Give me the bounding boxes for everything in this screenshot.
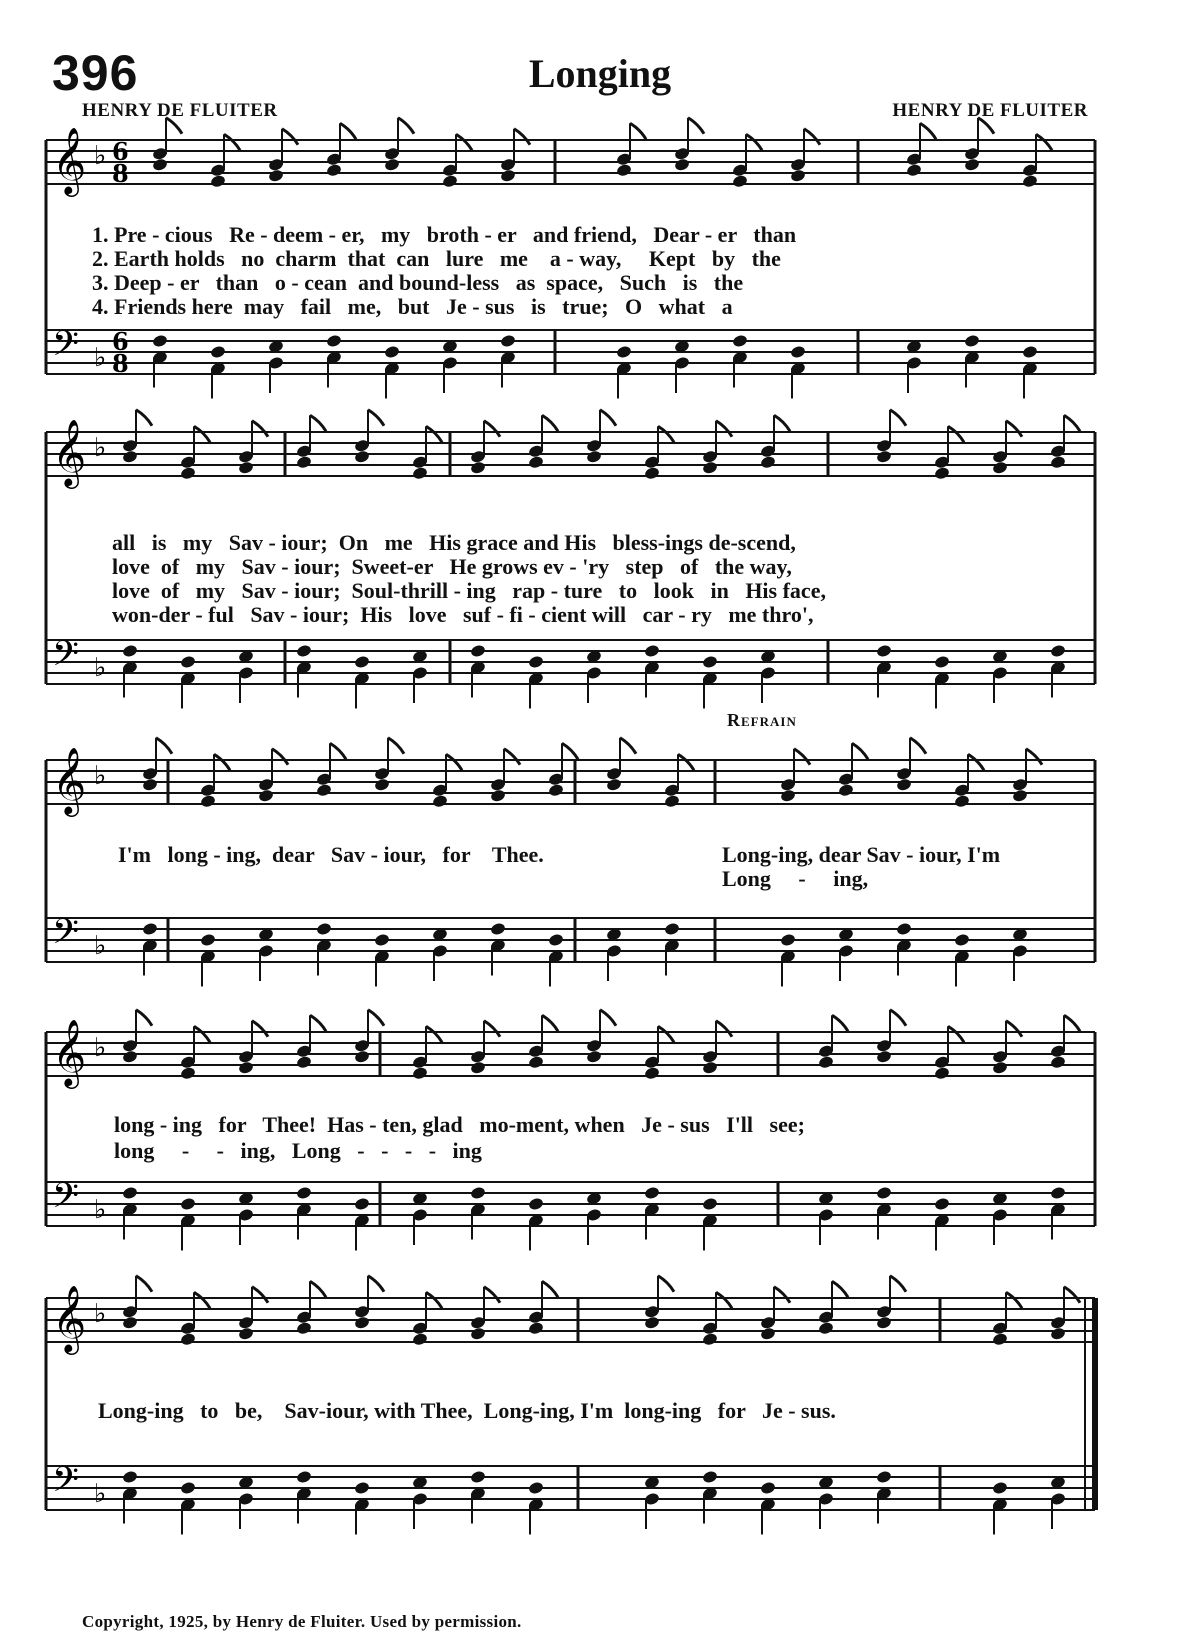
time-signature-top: 6 [112, 137, 129, 166]
note-flag [804, 129, 820, 145]
note-flag [968, 754, 984, 770]
note-head [296, 1186, 313, 1201]
note-flag [890, 1010, 906, 1026]
note-head [296, 1321, 313, 1336]
note-head [384, 157, 401, 172]
lyric-system-4-bass: long - - ing, Long - - - - ing [114, 1138, 482, 1163]
note-head [374, 777, 391, 792]
note-head [548, 933, 565, 948]
note-head [354, 1197, 371, 1212]
note-flag [600, 410, 616, 426]
note-head [586, 1049, 603, 1064]
note-head [122, 1186, 139, 1201]
note-head [1022, 174, 1039, 189]
note-flag [426, 1292, 442, 1308]
flat-key-signature: ♭ [94, 653, 107, 683]
note-flag [1006, 1292, 1022, 1308]
note-head [644, 1315, 661, 1330]
note-flag [388, 738, 404, 754]
note-head [586, 449, 603, 464]
note-flag [1064, 1015, 1080, 1031]
verse-line-4: 4. Friends here may fail me, but Je - sus is true; O what a [92, 294, 733, 319]
note-flag [272, 749, 288, 765]
note-flag [136, 410, 152, 426]
note-flag [716, 421, 732, 437]
note-flag [310, 1015, 326, 1031]
note-flag [890, 410, 906, 426]
note-head [528, 1197, 545, 1212]
note-head [760, 1326, 777, 1341]
note-flag [978, 118, 994, 134]
note-head [732, 334, 749, 349]
note-head [934, 655, 951, 670]
note-head [412, 1066, 429, 1081]
note-head [268, 168, 285, 183]
note-flag [368, 1276, 384, 1292]
refrain-soprano-lyric: Long-ing, dear Sav - iour, I'm [722, 842, 1001, 867]
note-head [954, 794, 971, 809]
note-flag [562, 743, 578, 759]
note-head [210, 345, 227, 360]
note-head [760, 1481, 777, 1496]
note-head [876, 449, 893, 464]
note-flag [484, 1021, 500, 1037]
note-head [238, 1326, 255, 1341]
note-head [122, 644, 139, 659]
note-head [838, 783, 855, 798]
note-flag [398, 118, 414, 134]
note-flag [252, 1287, 268, 1303]
hymn-number: 396 [52, 45, 139, 101]
treble-clef: 𝄞 [52, 1284, 87, 1352]
note-flag [1064, 1287, 1080, 1303]
note-flag [224, 134, 240, 150]
note-flag [910, 738, 926, 754]
note-head [644, 1186, 661, 1201]
note-flag [774, 1287, 790, 1303]
note-head [1050, 644, 1067, 659]
note-head [644, 644, 661, 659]
note-flag [310, 1281, 326, 1297]
note-head [992, 1060, 1009, 1075]
note-flag [484, 1287, 500, 1303]
note-flag [136, 1010, 152, 1026]
note-head [374, 933, 391, 948]
note-head [432, 794, 449, 809]
copyright-notice: Copyright, 1925, by Henry de Fluiter. Used by permission. [82, 1612, 522, 1631]
note-flag [136, 1276, 152, 1292]
note-head [470, 1060, 487, 1075]
lyric-system-5: Long-ing to be, Sav-iour, with Thee, Long-ing, I'm long-ing for Je - sus. [98, 1398, 836, 1423]
note-flag [678, 754, 694, 770]
note-flag [504, 749, 520, 765]
note-head [490, 922, 507, 937]
note-head [152, 157, 169, 172]
note-flag [446, 754, 462, 770]
note-flag [166, 118, 182, 134]
note-flag [774, 415, 790, 431]
note-head [470, 644, 487, 659]
note-flag [688, 118, 704, 134]
note-head [122, 1315, 139, 1330]
note-flag [658, 1276, 674, 1292]
note-head [934, 1197, 951, 1212]
note-head [500, 168, 517, 183]
note-head [412, 1332, 429, 1347]
flat-key-signature: ♭ [94, 1033, 107, 1063]
note-head [316, 783, 333, 798]
note-head [354, 1049, 371, 1064]
note-flag [716, 1021, 732, 1037]
note-head [142, 922, 159, 937]
time-signature-top: 6 [112, 327, 129, 356]
note-head [780, 933, 797, 948]
note-head [674, 157, 691, 172]
note-flag [368, 1010, 384, 1026]
note-flag [1006, 421, 1022, 437]
note-flag [600, 1010, 616, 1026]
note-head [790, 345, 807, 360]
note-flag [948, 426, 964, 442]
note-head [732, 174, 749, 189]
note-flag [746, 134, 762, 150]
note-head [412, 466, 429, 481]
note-head [876, 644, 893, 659]
note-head [548, 783, 565, 798]
note-head [876, 1470, 893, 1485]
note-flag [484, 421, 500, 437]
note-head [818, 1321, 835, 1336]
treble-clef: 𝄞 [52, 746, 87, 814]
note-head [664, 922, 681, 937]
note-head [528, 655, 545, 670]
time-signature-bottom: 8 [112, 159, 129, 188]
note-flag [542, 1015, 558, 1031]
note-flag [514, 129, 530, 145]
note-head [906, 163, 923, 178]
note-head [296, 644, 313, 659]
flat-key-signature: ♭ [94, 1299, 107, 1329]
note-head [992, 1332, 1009, 1347]
note-flag [214, 754, 230, 770]
note-head [702, 1060, 719, 1075]
note-head [992, 1481, 1009, 1496]
note-head [142, 777, 159, 792]
note-flag [426, 426, 442, 442]
note-head [258, 788, 275, 803]
note-flag [252, 421, 268, 437]
note-head [238, 460, 255, 475]
verse-line-4b: won-der - ful Sav - iour; His love suf - fi - cient will car - ry me thro', [112, 602, 814, 627]
note-head [180, 1066, 197, 1081]
lyric-system-3: I'm long - ing, dear Sav - iour, for Thee. [118, 842, 544, 867]
note-flag [456, 134, 472, 150]
note-head [180, 1332, 197, 1347]
note-head [818, 1055, 835, 1070]
note-head [354, 655, 371, 670]
refrain-bass-lyric: Long - ing, [722, 866, 869, 891]
note-head [1012, 788, 1029, 803]
refrain-label: Refrain [727, 710, 797, 730]
lyric-system-4: long - ing for Thee! Has - ten, glad mo-ment, when Je - sus I'll see; [114, 1112, 805, 1137]
note-head [896, 777, 913, 792]
note-head [644, 1066, 661, 1081]
note-head [1050, 1055, 1067, 1070]
note-head [122, 1470, 139, 1485]
verse-line-3: 3. Deep - er than o - cean and bound-less as space, Such is the [92, 270, 744, 295]
note-head [1050, 455, 1067, 470]
note-head [528, 1055, 545, 1070]
note-head [934, 466, 951, 481]
note-head [316, 922, 333, 937]
note-head [1022, 345, 1039, 360]
bass-clef: 𝄢 [52, 1175, 80, 1224]
bass-clef: 𝄢 [52, 323, 80, 372]
note-flag [832, 1281, 848, 1297]
note-head [152, 334, 169, 349]
note-head [702, 1197, 719, 1212]
note-head [296, 455, 313, 470]
note-head [790, 168, 807, 183]
note-head [702, 655, 719, 670]
flat-key-signature: ♭ [94, 1195, 107, 1225]
verse-line-3b: love of my Sav - iour; Soul-thrill - ing rap - ture to look in His face, [112, 578, 826, 603]
note-head [992, 460, 1009, 475]
note-flag [832, 1015, 848, 1031]
bass-clef: 𝄢 [52, 911, 80, 960]
note-head [954, 933, 971, 948]
note-flag [426, 1026, 442, 1042]
note-flag [658, 1026, 674, 1042]
verse-line-1b: all is my Sav - iour; On me His grace and His bless-ings de-scend, [112, 530, 796, 555]
note-head [964, 157, 981, 172]
note-head [122, 449, 139, 464]
note-head [180, 655, 197, 670]
note-head [354, 1481, 371, 1496]
note-flag [1006, 1021, 1022, 1037]
note-head [470, 1470, 487, 1485]
note-flag [920, 123, 936, 139]
flat-key-signature: ♭ [94, 1479, 107, 1509]
flat-key-signature: ♭ [94, 433, 107, 463]
note-head [616, 345, 633, 360]
note-flag [948, 1026, 964, 1042]
note-flag [252, 1021, 268, 1037]
note-head [528, 1481, 545, 1496]
bass-clef: 𝄢 [52, 1459, 80, 1508]
hymn-title: Longing [528, 51, 672, 96]
note-head [644, 466, 661, 481]
note-head [896, 922, 913, 937]
verse-line-1: 1. Pre - cious Re - deem - er, my broth - er and friend, Dear - er than [92, 222, 797, 247]
note-flag [890, 1276, 906, 1292]
note-flag [1036, 134, 1052, 150]
note-head [500, 334, 517, 349]
note-head [384, 345, 401, 360]
note-head [490, 788, 507, 803]
note-flag [542, 415, 558, 431]
note-head [210, 174, 227, 189]
note-head [470, 1186, 487, 1201]
note-head [470, 1326, 487, 1341]
note-flag [194, 1026, 210, 1042]
note-head [760, 455, 777, 470]
note-head [470, 460, 487, 475]
note-flag [1026, 749, 1042, 765]
bass-clef: 𝄢 [52, 633, 80, 682]
note-flag [716, 1292, 732, 1308]
note-flag [330, 743, 346, 759]
treble-clef: 𝄞 [52, 1018, 87, 1086]
treble-clef: 𝄞 [52, 126, 87, 194]
flat-key-signature: ♭ [94, 141, 107, 171]
note-head [200, 933, 217, 948]
note-head [326, 334, 343, 349]
note-flag [794, 749, 810, 765]
words-credit: HENRY DE FLUITER [82, 100, 278, 121]
verse-line-2b: love of my Sav - iour; Sweet-er He grows ev - 'ry step of the way, [112, 554, 792, 579]
note-head [528, 455, 545, 470]
note-head [354, 1315, 371, 1330]
note-head [876, 1186, 893, 1201]
note-head [238, 1060, 255, 1075]
note-flag [630, 123, 646, 139]
note-head [616, 163, 633, 178]
note-flag [1064, 415, 1080, 431]
note-head [876, 1049, 893, 1064]
note-head [702, 1332, 719, 1347]
note-head [780, 788, 797, 803]
note-flag [340, 123, 356, 139]
note-head [354, 449, 371, 464]
flat-key-signature: ♭ [94, 761, 107, 791]
note-head [200, 794, 217, 809]
note-flag [620, 738, 636, 754]
note-flag [282, 129, 298, 145]
note-head [964, 334, 981, 349]
note-flag [194, 1292, 210, 1308]
music-credit: HENRY DE FLUITER [892, 100, 1088, 121]
note-head [180, 1197, 197, 1212]
note-head [442, 174, 459, 189]
note-head [1050, 1186, 1067, 1201]
note-head [180, 466, 197, 481]
note-head [876, 1315, 893, 1330]
note-flag [156, 738, 172, 754]
note-flag [852, 743, 868, 759]
note-head [1050, 1326, 1067, 1341]
note-head [934, 1066, 951, 1081]
treble-clef: 𝄞 [52, 418, 87, 486]
note-head [528, 1321, 545, 1336]
note-flag [368, 410, 384, 426]
note-head [296, 1055, 313, 1070]
note-flag [658, 426, 674, 442]
note-flag [310, 415, 326, 431]
note-head [702, 1470, 719, 1485]
time-signature-bottom: 8 [112, 349, 129, 378]
note-head [122, 1049, 139, 1064]
flat-key-signature: ♭ [94, 931, 107, 961]
note-head [180, 1481, 197, 1496]
note-head [296, 1470, 313, 1485]
note-head [326, 163, 343, 178]
note-head [664, 794, 681, 809]
note-head [606, 777, 623, 792]
note-head [702, 460, 719, 475]
note-flag [542, 1281, 558, 1297]
flat-key-signature: ♭ [94, 343, 107, 373]
note-flag [194, 426, 210, 442]
verse-line-2: 2. Earth holds no charm that can lure me a - way, Kept by the [92, 246, 781, 271]
